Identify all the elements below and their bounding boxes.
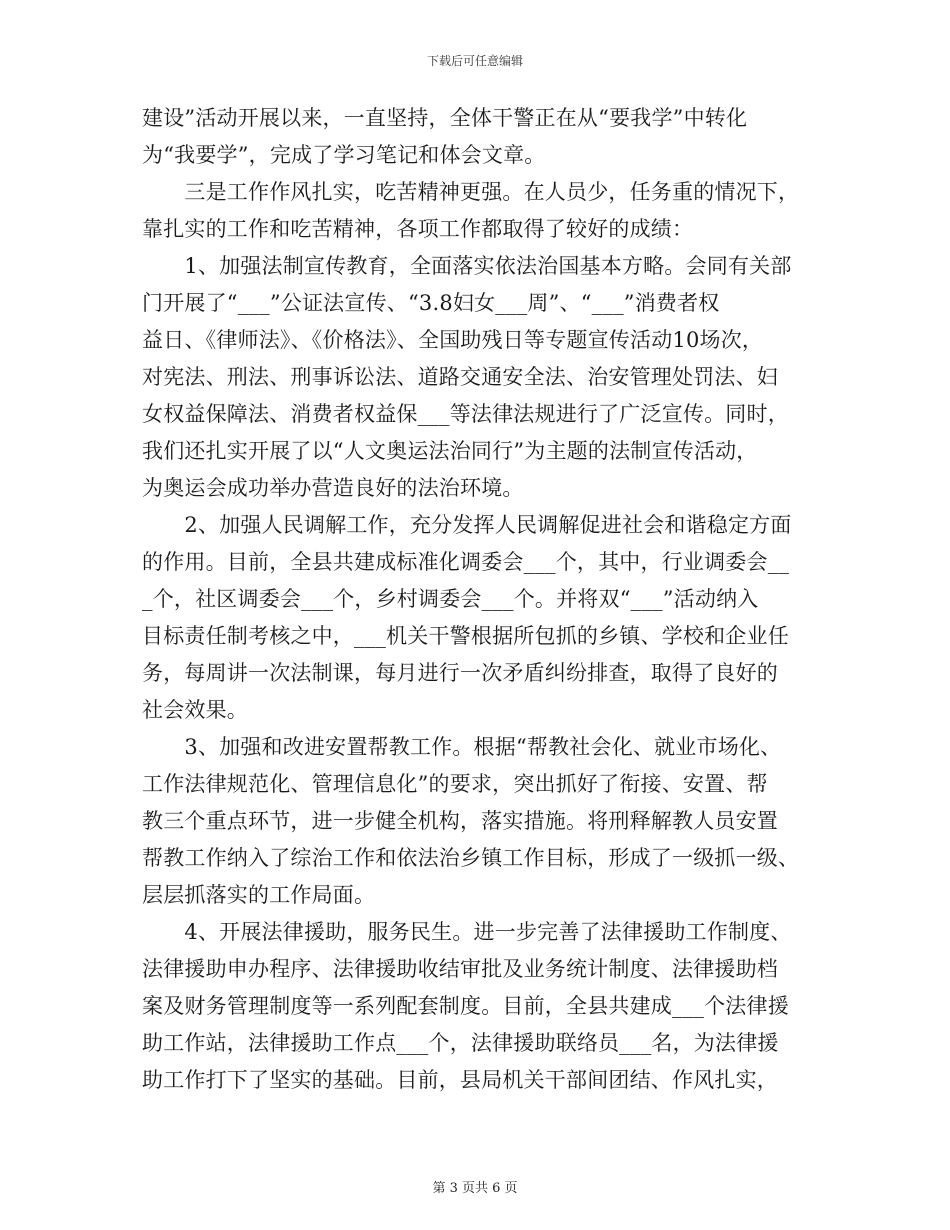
text-line: 女权益保障法、消费者权益保___等法律法规进行了广泛宣传。同时， bbox=[142, 402, 789, 426]
text-line: 务，每周讲一次法制课，每月进行一次矛盾纠纷排查，取得了良好的 bbox=[142, 661, 778, 685]
text-line: 靠扎实的工作和吃苦精神，各项工作都取得了较好的成绩： bbox=[142, 217, 694, 241]
text-line: 三是工作作风扎实，吃苦精神更强。在人员少，任务重的情况下， bbox=[142, 180, 800, 204]
page-header: 下载后可任意编辑 bbox=[426, 54, 523, 68]
text-line: 为奥运会成功举办营造良好的法治环境。 bbox=[142, 476, 524, 500]
text-line: 门开展了“___”公证法宣传、“3.8妇女___周”、“___”消费者权 bbox=[142, 291, 720, 315]
text-line: 2、加强人民调解工作，充分发挥人民调解促进社会和谐稳定方面 bbox=[142, 513, 792, 537]
text-line: 案及财务管理制度等一系列配套制度。目前，全县共建成___个法律援 bbox=[142, 994, 789, 1018]
text-line: 助工作站，法律援助工作点___个，法律援助联络员___名，为法律援 bbox=[142, 1031, 779, 1055]
text-line: 教三个重点环节，进一步健全机构，落实措施。将刑释解教人员安置 bbox=[142, 809, 778, 833]
document-body bbox=[142, 100, 812, 1099]
text-line: 工作法律规范化、管理信息化”的要求，突出抓好了衔接、安置、帮 bbox=[142, 772, 768, 796]
text-line: 法律援助申办程序、法律援助收结审批及业务统计制度、法律援助档 bbox=[142, 957, 778, 981]
text-line: 帮教工作纳入了综治工作和依法治乡镇工作目标，形成了一级抓一级、 bbox=[142, 846, 800, 870]
text-line: 社会效果。 bbox=[142, 698, 248, 722]
text-line: 益日、《律师法》、《价格法》、全国助残日等专题宣传活动10场次， bbox=[142, 328, 764, 352]
text-line: 为“我要学”，完成了学习笔记和体会文章。 bbox=[142, 143, 546, 167]
text-line: 目标责任制考核之中，___机关干警根据所包抓的乡镇、学校和企业任 bbox=[142, 624, 789, 648]
text-line: 建设”活动开展以来，一直坚持，全体干警正在从“要我学”中转化 bbox=[142, 106, 748, 130]
text-line: 助工作打下了坚实的基础。目前，县局机关干部间团结、作风扎实， bbox=[142, 1068, 778, 1092]
text-line: _个，社区调委会___个，乡村调委会___个。并将双“___”活动纳入 bbox=[142, 587, 759, 611]
text-line: 4、开展法律援助，服务民生。进一步完善了法律援助工作制度、 bbox=[142, 920, 792, 944]
text-line: 的作用。目前，全县共建成标准化调委会___个，其中，行业调委会__ bbox=[142, 550, 790, 574]
text-line: 1、加强法制宣传教育，全面落实依法治国基本方略。会同有关部 bbox=[142, 254, 792, 278]
text-line: 对宪法、刑法、刑事诉讼法、道路交通安全法、治安管理处罚法、妇 bbox=[142, 365, 778, 389]
text-line: 我们还扎实开展了以“人文奥运法治同行”为主题的法制宣传活动， bbox=[142, 439, 758, 463]
page-footer: 第 3 页共 6 页 bbox=[432, 1181, 518, 1196]
text-line: 层层抓落实的工作局面。 bbox=[142, 883, 376, 907]
text-line: 3、加强和改进安置帮教工作。根据“帮教社会化、就业市场化、 bbox=[142, 735, 782, 759]
